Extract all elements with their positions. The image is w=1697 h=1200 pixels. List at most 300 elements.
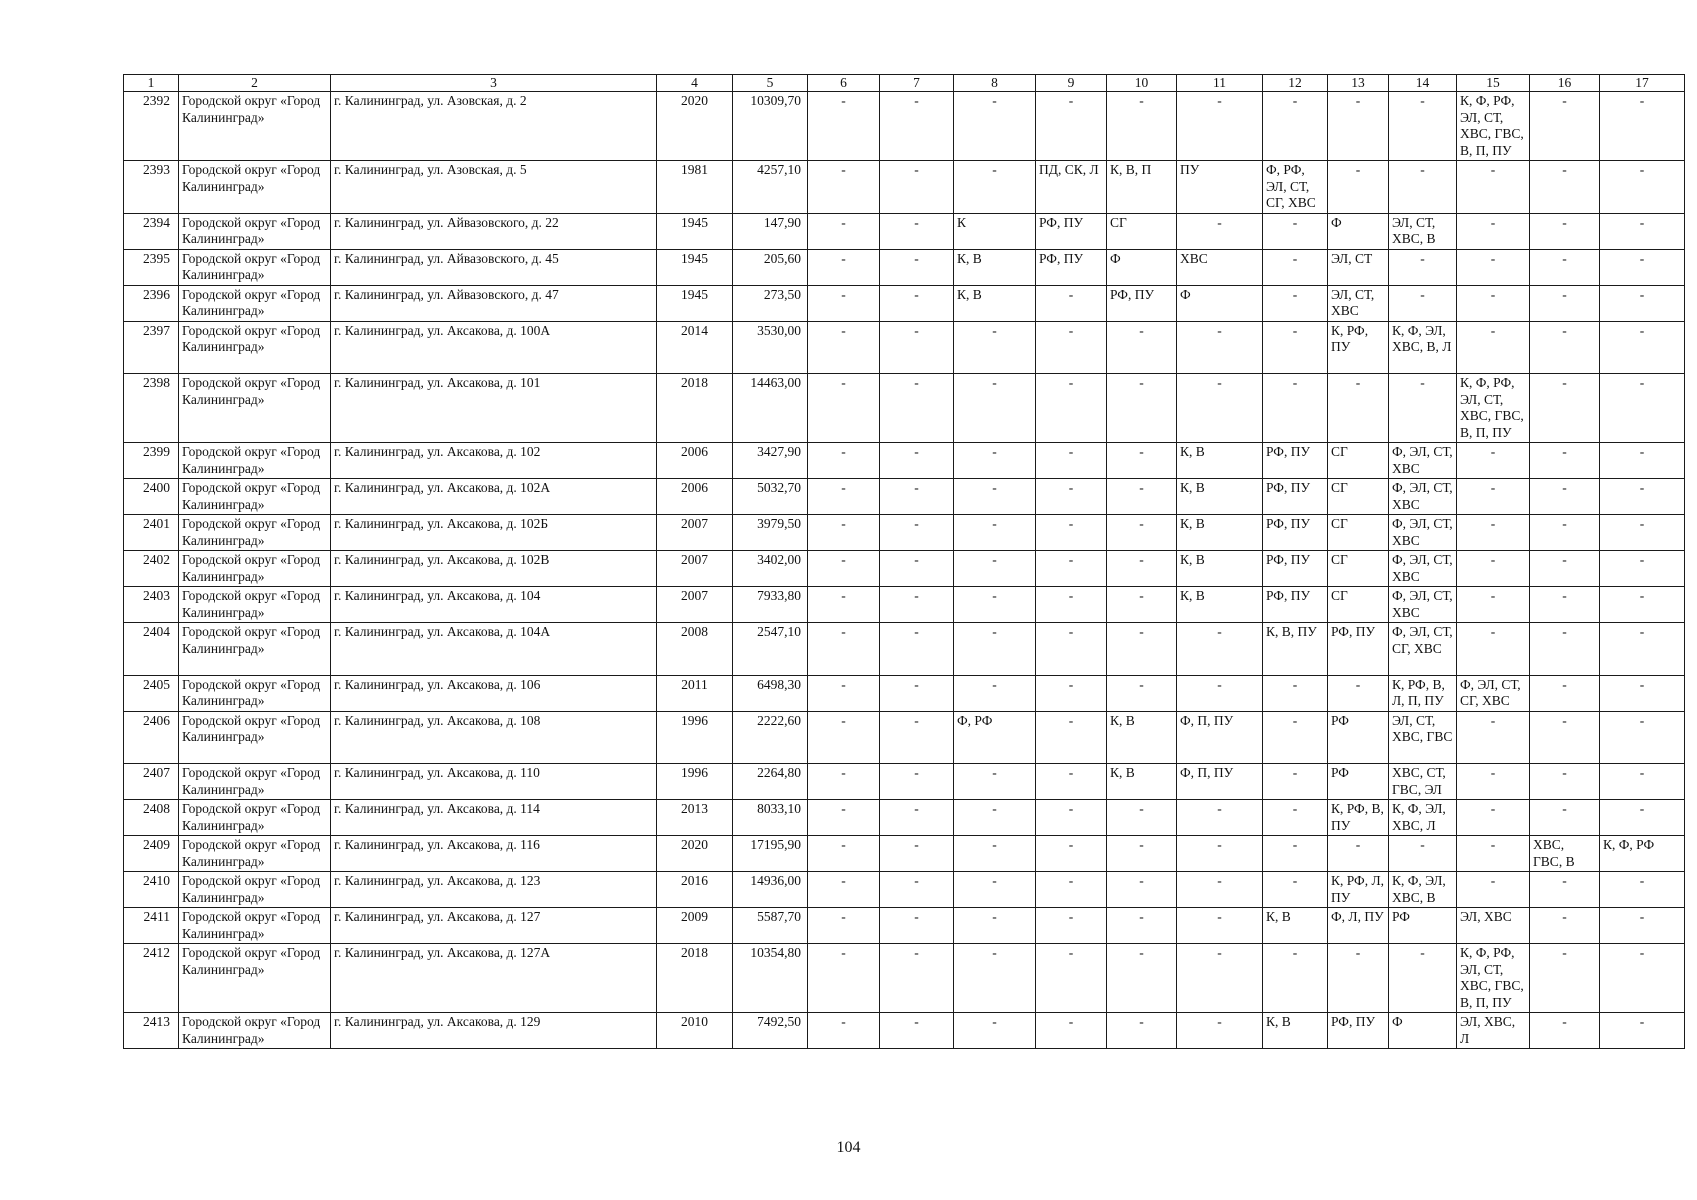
- cell-col-11: -: [1177, 675, 1263, 711]
- cell-col-10: -: [1107, 515, 1177, 551]
- cell-col-14: -: [1389, 249, 1457, 285]
- column-number-6: 6: [808, 75, 880, 92]
- column-number-16: 16: [1530, 75, 1600, 92]
- cell-col-17: -: [1600, 764, 1685, 800]
- cell-col-13: РФ: [1328, 764, 1389, 800]
- cell-col-12: -: [1263, 675, 1328, 711]
- cell-col-9: -: [1036, 321, 1107, 374]
- cell-col-3: г. Калининград, ул. Аксакова, д. 102В: [331, 551, 657, 587]
- cell-col-7: -: [880, 587, 954, 623]
- cell-col-11: ХВС: [1177, 249, 1263, 285]
- table-row: [124, 711, 1685, 764]
- cell-col-11: -: [1177, 321, 1263, 374]
- cell-col-12: -: [1263, 711, 1328, 764]
- cell-col-15: -: [1457, 587, 1530, 623]
- cell-col-8: К, В: [954, 249, 1036, 285]
- cell-col-14: РФ: [1389, 908, 1457, 944]
- cell-col-13: РФ: [1328, 711, 1389, 764]
- column-number-10: 10: [1107, 75, 1177, 92]
- cell-col-15: -: [1457, 161, 1530, 214]
- cell-col-11: -: [1177, 623, 1263, 676]
- cell-col-1: 2404: [124, 623, 179, 676]
- cell-col-11: К, В: [1177, 443, 1263, 479]
- cell-col-6: -: [808, 764, 880, 800]
- cell-col-3: г. Калининград, ул. Аксакова, д. 106: [331, 675, 657, 711]
- cell-col-14: Ф, ЭЛ, СТ, ХВС: [1389, 479, 1457, 515]
- cell-col-3: г. Калининград, ул. Аксакова, д. 127А: [331, 944, 657, 1013]
- cell-col-2: Городской округ «Город Калининград»: [179, 374, 331, 443]
- cell-col-1: 2412: [124, 944, 179, 1013]
- cell-col-16: -: [1530, 711, 1600, 764]
- cell-col-3: г. Калининград, ул. Азовская, д. 2: [331, 92, 657, 161]
- cell-col-11: -: [1177, 836, 1263, 872]
- cell-col-1: 2408: [124, 800, 179, 836]
- cell-col-11: -: [1177, 944, 1263, 1013]
- cell-col-4: 2011: [657, 675, 733, 711]
- cell-col-9: -: [1036, 944, 1107, 1013]
- cell-col-4: 1945: [657, 249, 733, 285]
- cell-col-17: -: [1600, 285, 1685, 321]
- cell-col-13: Ф: [1328, 213, 1389, 249]
- cell-col-14: -: [1389, 944, 1457, 1013]
- cell-col-14: ХВС, СТ, ГВС, ЭЛ: [1389, 764, 1457, 800]
- cell-col-15: ЭЛ, ХВС, Л: [1457, 1013, 1530, 1049]
- cell-col-14: К, Ф, ЭЛ, ХВС, В, Л: [1389, 321, 1457, 374]
- cell-col-7: -: [880, 711, 954, 764]
- cell-col-8: -: [954, 479, 1036, 515]
- cell-col-5: 2547,10: [733, 623, 808, 676]
- cell-col-2: Городской округ «Город Калининград»: [179, 479, 331, 515]
- cell-col-14: Ф, ЭЛ, СТ, ХВС: [1389, 443, 1457, 479]
- cell-col-11: К, В: [1177, 587, 1263, 623]
- cell-col-9: -: [1036, 764, 1107, 800]
- cell-col-8: -: [954, 675, 1036, 711]
- cell-col-6: -: [808, 92, 880, 161]
- cell-col-1: 2395: [124, 249, 179, 285]
- cell-col-5: 14463,00: [733, 374, 808, 443]
- cell-col-13: -: [1328, 944, 1389, 1013]
- cell-col-12: -: [1263, 944, 1328, 1013]
- cell-col-10: -: [1107, 587, 1177, 623]
- cell-col-7: -: [880, 800, 954, 836]
- cell-col-6: -: [808, 443, 880, 479]
- cell-col-3: г. Калининград, ул. Аксакова, д. 102А: [331, 479, 657, 515]
- cell-col-14: К, РФ, В, Л, П, ПУ: [1389, 675, 1457, 711]
- cell-col-3: г. Калининград, ул. Айвазовского, д. 47: [331, 285, 657, 321]
- cell-col-4: 2007: [657, 587, 733, 623]
- cell-col-14: -: [1389, 836, 1457, 872]
- cell-col-15: К, Ф, РФ, ЭЛ, СТ, ХВС, ГВС, В, П, ПУ: [1457, 944, 1530, 1013]
- cell-col-13: СГ: [1328, 551, 1389, 587]
- cell-col-16: -: [1530, 161, 1600, 214]
- cell-col-6: -: [808, 213, 880, 249]
- cell-col-8: -: [954, 321, 1036, 374]
- cell-col-10: -: [1107, 479, 1177, 515]
- cell-col-2: Городской округ «Город Калининград»: [179, 872, 331, 908]
- cell-col-12: РФ, ПУ: [1263, 551, 1328, 587]
- cell-col-12: -: [1263, 321, 1328, 374]
- cell-col-5: 10354,80: [733, 944, 808, 1013]
- cell-col-15: К, Ф, РФ, ЭЛ, СТ, ХВС, ГВС, В, П, ПУ: [1457, 92, 1530, 161]
- table-row: [124, 908, 1685, 944]
- cell-col-2: Городской округ «Город Калининград»: [179, 285, 331, 321]
- column-number-3: 3: [331, 75, 657, 92]
- cell-col-17: -: [1600, 161, 1685, 214]
- cell-col-9: -: [1036, 872, 1107, 908]
- cell-col-16: -: [1530, 944, 1600, 1013]
- cell-col-11: -: [1177, 213, 1263, 249]
- cell-col-4: 2009: [657, 908, 733, 944]
- cell-col-16: ХВС, ГВС, В: [1530, 836, 1600, 872]
- cell-col-14: -: [1389, 285, 1457, 321]
- cell-col-10: К, В: [1107, 764, 1177, 800]
- cell-col-9: -: [1036, 1013, 1107, 1049]
- cell-col-3: г. Калининград, ул. Аксакова, д. 123: [331, 872, 657, 908]
- cell-col-5: 6498,30: [733, 675, 808, 711]
- cell-col-16: -: [1530, 443, 1600, 479]
- cell-col-4: 2018: [657, 944, 733, 1013]
- cell-col-7: -: [880, 1013, 954, 1049]
- table-body: [124, 75, 1685, 1049]
- cell-col-7: -: [880, 908, 954, 944]
- cell-col-1: 2394: [124, 213, 179, 249]
- cell-col-7: -: [880, 249, 954, 285]
- cell-col-1: 2407: [124, 764, 179, 800]
- cell-col-5: 2222,60: [733, 711, 808, 764]
- cell-col-15: -: [1457, 213, 1530, 249]
- cell-col-11: Ф: [1177, 285, 1263, 321]
- cell-col-13: -: [1328, 92, 1389, 161]
- column-number-13: 13: [1328, 75, 1389, 92]
- cell-col-1: 2413: [124, 1013, 179, 1049]
- cell-col-8: -: [954, 551, 1036, 587]
- cell-col-16: -: [1530, 764, 1600, 800]
- column-number-11: 11: [1177, 75, 1263, 92]
- cell-col-2: Городской округ «Город Калининград»: [179, 551, 331, 587]
- cell-col-2: Городской округ «Город Калининград»: [179, 321, 331, 374]
- cell-col-15: Ф, ЭЛ, СТ, СГ, ХВС: [1457, 675, 1530, 711]
- cell-col-11: -: [1177, 872, 1263, 908]
- cell-col-17: -: [1600, 92, 1685, 161]
- cell-col-2: Городской округ «Город Калининград»: [179, 1013, 331, 1049]
- cell-col-12: РФ, ПУ: [1263, 443, 1328, 479]
- cell-col-6: -: [808, 908, 880, 944]
- cell-col-1: 2397: [124, 321, 179, 374]
- cell-col-3: г. Калининград, ул. Аксакова, д. 102Б: [331, 515, 657, 551]
- cell-col-1: 2405: [124, 675, 179, 711]
- cell-col-5: 4257,10: [733, 161, 808, 214]
- cell-col-15: -: [1457, 872, 1530, 908]
- cell-col-8: -: [954, 1013, 1036, 1049]
- cell-col-2: Городской округ «Город Калининград»: [179, 944, 331, 1013]
- cell-col-15: -: [1457, 800, 1530, 836]
- cell-col-4: 2008: [657, 623, 733, 676]
- cell-col-15: -: [1457, 443, 1530, 479]
- cell-col-1: 2403: [124, 587, 179, 623]
- cell-col-5: 273,50: [733, 285, 808, 321]
- cell-col-2: Городской округ «Город Калининград»: [179, 92, 331, 161]
- column-number-5: 5: [733, 75, 808, 92]
- cell-col-12: -: [1263, 836, 1328, 872]
- cell-col-9: -: [1036, 515, 1107, 551]
- cell-col-13: Ф, Л, ПУ: [1328, 908, 1389, 944]
- cell-col-3: г. Калининград, ул. Аксакова, д. 108: [331, 711, 657, 764]
- cell-col-1: 2400: [124, 479, 179, 515]
- cell-col-13: РФ, ПУ: [1328, 623, 1389, 676]
- cell-col-9: -: [1036, 675, 1107, 711]
- cell-col-2: Городской округ «Город Калининград»: [179, 908, 331, 944]
- cell-col-10: К, В: [1107, 711, 1177, 764]
- cell-col-15: -: [1457, 764, 1530, 800]
- cell-col-10: -: [1107, 92, 1177, 161]
- cell-col-11: ПУ: [1177, 161, 1263, 214]
- table-row: [124, 623, 1685, 676]
- table-row: [124, 675, 1685, 711]
- table-row: [124, 321, 1685, 374]
- cell-col-5: 7933,80: [733, 587, 808, 623]
- cell-col-14: Ф, ЭЛ, СТ, СГ, ХВС: [1389, 623, 1457, 676]
- cell-col-1: 2406: [124, 711, 179, 764]
- cell-col-9: -: [1036, 443, 1107, 479]
- cell-col-4: 2014: [657, 321, 733, 374]
- cell-col-15: -: [1457, 836, 1530, 872]
- cell-col-6: -: [808, 161, 880, 214]
- cell-col-13: СГ: [1328, 479, 1389, 515]
- cell-col-9: -: [1036, 374, 1107, 443]
- cell-col-14: Ф, ЭЛ, СТ, ХВС: [1389, 587, 1457, 623]
- cell-col-17: -: [1600, 711, 1685, 764]
- cell-col-7: -: [880, 479, 954, 515]
- cell-col-14: Ф: [1389, 1013, 1457, 1049]
- cell-col-12: К, В, ПУ: [1263, 623, 1328, 676]
- cell-col-13: -: [1328, 675, 1389, 711]
- cell-col-6: -: [808, 872, 880, 908]
- cell-col-15: -: [1457, 285, 1530, 321]
- cell-col-9: -: [1036, 836, 1107, 872]
- cell-col-6: -: [808, 249, 880, 285]
- table-row: [124, 443, 1685, 479]
- cell-col-4: 1996: [657, 764, 733, 800]
- cell-col-12: -: [1263, 800, 1328, 836]
- cell-col-2: Городской округ «Город Калининград»: [179, 161, 331, 214]
- cell-col-6: -: [808, 285, 880, 321]
- cell-col-15: ЭЛ, ХВС: [1457, 908, 1530, 944]
- cell-col-5: 7492,50: [733, 1013, 808, 1049]
- cell-col-13: СГ: [1328, 443, 1389, 479]
- table-row: [124, 944, 1685, 1013]
- cell-col-8: -: [954, 515, 1036, 551]
- table-row: [124, 92, 1685, 161]
- cell-col-8: -: [954, 587, 1036, 623]
- cell-col-11: К, В: [1177, 515, 1263, 551]
- cell-col-14: -: [1389, 374, 1457, 443]
- column-number-7: 7: [880, 75, 954, 92]
- cell-col-14: ЭЛ, СТ, ХВС, ГВС: [1389, 711, 1457, 764]
- table-row: [124, 1013, 1685, 1049]
- cell-col-16: -: [1530, 908, 1600, 944]
- cell-col-4: 2006: [657, 479, 733, 515]
- cell-col-13: К, РФ, Л, ПУ: [1328, 872, 1389, 908]
- cell-col-17: К, Ф, РФ: [1600, 836, 1685, 872]
- cell-col-12: -: [1263, 249, 1328, 285]
- table-row: [124, 551, 1685, 587]
- table-row: [124, 836, 1685, 872]
- cell-col-2: Городской округ «Город Калининград»: [179, 675, 331, 711]
- cell-col-14: Ф, ЭЛ, СТ, ХВС: [1389, 515, 1457, 551]
- cell-col-9: -: [1036, 285, 1107, 321]
- cell-col-10: -: [1107, 836, 1177, 872]
- cell-col-6: -: [808, 623, 880, 676]
- cell-col-2: Городской округ «Город Калининград»: [179, 213, 331, 249]
- cell-col-4: 2007: [657, 551, 733, 587]
- cell-col-12: РФ, ПУ: [1263, 587, 1328, 623]
- cell-col-8: К: [954, 213, 1036, 249]
- cell-col-15: -: [1457, 249, 1530, 285]
- cell-col-7: -: [880, 551, 954, 587]
- cell-col-13: -: [1328, 161, 1389, 214]
- cell-col-2: Городской округ «Город Калининград»: [179, 623, 331, 676]
- cell-col-5: 14936,00: [733, 872, 808, 908]
- cell-col-12: Ф, РФ, ЭЛ, СТ, СГ, ХВС: [1263, 161, 1328, 214]
- cell-col-3: г. Калининград, ул. Аксакова, д. 129: [331, 1013, 657, 1049]
- cell-col-12: -: [1263, 764, 1328, 800]
- cell-col-10: -: [1107, 675, 1177, 711]
- cell-col-6: -: [808, 800, 880, 836]
- column-number-9: 9: [1036, 75, 1107, 92]
- cell-col-4: 2013: [657, 800, 733, 836]
- cell-col-1: 2411: [124, 908, 179, 944]
- cell-col-16: -: [1530, 213, 1600, 249]
- cell-col-13: СГ: [1328, 515, 1389, 551]
- cell-col-4: 2010: [657, 1013, 733, 1049]
- cell-col-9: РФ, ПУ: [1036, 213, 1107, 249]
- cell-col-13: -: [1328, 836, 1389, 872]
- cell-col-6: -: [808, 515, 880, 551]
- cell-col-15: -: [1457, 515, 1530, 551]
- cell-col-17: -: [1600, 944, 1685, 1013]
- cell-col-9: -: [1036, 92, 1107, 161]
- cell-col-15: -: [1457, 479, 1530, 515]
- cell-col-5: 10309,70: [733, 92, 808, 161]
- cell-col-12: -: [1263, 213, 1328, 249]
- cell-col-11: -: [1177, 92, 1263, 161]
- cell-col-7: -: [880, 374, 954, 443]
- cell-col-7: -: [880, 675, 954, 711]
- cell-col-9: ПД, СК, Л: [1036, 161, 1107, 214]
- cell-col-3: г. Калининград, ул. Айвазовского, д. 22: [331, 213, 657, 249]
- cell-col-7: -: [880, 285, 954, 321]
- cell-col-12: К, В: [1263, 1013, 1328, 1049]
- page-number: 104: [836, 1139, 861, 1156]
- cell-col-9: -: [1036, 551, 1107, 587]
- cell-col-4: 2006: [657, 443, 733, 479]
- cell-col-10: -: [1107, 800, 1177, 836]
- cell-col-8: -: [954, 443, 1036, 479]
- cell-col-15: К, Ф, РФ, ЭЛ, СТ, ХВС, ГВС, В, П, ПУ: [1457, 374, 1530, 443]
- cell-col-16: -: [1530, 321, 1600, 374]
- cell-col-10: К, В, П: [1107, 161, 1177, 214]
- cell-col-1: 2409: [124, 836, 179, 872]
- cell-col-2: Городской округ «Город Калининград»: [179, 443, 331, 479]
- cell-col-12: -: [1263, 374, 1328, 443]
- cell-col-7: -: [880, 623, 954, 676]
- cell-col-14: Ф, ЭЛ, СТ, ХВС: [1389, 551, 1457, 587]
- cell-col-5: 3427,90: [733, 443, 808, 479]
- cell-col-5: 3530,00: [733, 321, 808, 374]
- cell-col-17: -: [1600, 321, 1685, 374]
- cell-col-3: г. Калининград, ул. Аксакова, д. 114: [331, 800, 657, 836]
- cell-col-2: Городской округ «Город Калининград»: [179, 587, 331, 623]
- cell-col-15: -: [1457, 623, 1530, 676]
- cell-col-16: -: [1530, 479, 1600, 515]
- cell-col-7: -: [880, 443, 954, 479]
- cell-col-9: -: [1036, 711, 1107, 764]
- cell-col-5: 147,90: [733, 213, 808, 249]
- cell-col-13: СГ: [1328, 587, 1389, 623]
- cell-col-5: 17195,90: [733, 836, 808, 872]
- cell-col-17: -: [1600, 515, 1685, 551]
- cell-col-7: -: [880, 321, 954, 374]
- cell-col-17: -: [1600, 443, 1685, 479]
- cell-col-14: К, Ф, ЭЛ, ХВС, Л: [1389, 800, 1457, 836]
- cell-col-9: -: [1036, 479, 1107, 515]
- cell-col-3: г. Калининград, ул. Айвазовского, д. 45: [331, 249, 657, 285]
- column-number-8: 8: [954, 75, 1036, 92]
- cell-col-8: -: [954, 908, 1036, 944]
- cell-col-5: 205,60: [733, 249, 808, 285]
- cell-col-6: -: [808, 944, 880, 1013]
- table-row: [124, 213, 1685, 249]
- cell-col-6: -: [808, 1013, 880, 1049]
- cell-col-6: -: [808, 374, 880, 443]
- cell-col-11: -: [1177, 374, 1263, 443]
- cell-col-15: -: [1457, 711, 1530, 764]
- column-number-15: 15: [1457, 75, 1530, 92]
- cell-col-11: -: [1177, 1013, 1263, 1049]
- cell-col-10: -: [1107, 374, 1177, 443]
- housing-register-table: [123, 74, 1685, 1049]
- cell-col-17: -: [1600, 675, 1685, 711]
- cell-col-5: 3979,50: [733, 515, 808, 551]
- cell-col-5: 2264,80: [733, 764, 808, 800]
- cell-col-2: Городской округ «Город Калининград»: [179, 764, 331, 800]
- cell-col-11: -: [1177, 800, 1263, 836]
- cell-col-16: -: [1530, 249, 1600, 285]
- cell-col-8: -: [954, 161, 1036, 214]
- cell-col-13: РФ, ПУ: [1328, 1013, 1389, 1049]
- cell-col-3: г. Калининград, ул. Аксакова, д. 102: [331, 443, 657, 479]
- cell-col-16: -: [1530, 623, 1600, 676]
- cell-col-17: -: [1600, 800, 1685, 836]
- cell-col-4: 2007: [657, 515, 733, 551]
- table-row: [124, 161, 1685, 214]
- cell-col-9: -: [1036, 908, 1107, 944]
- column-number-12: 12: [1263, 75, 1328, 92]
- cell-col-8: -: [954, 623, 1036, 676]
- cell-col-1: 2399: [124, 443, 179, 479]
- cell-col-16: -: [1530, 374, 1600, 443]
- cell-col-13: ЭЛ, СТ: [1328, 249, 1389, 285]
- cell-col-4: 2018: [657, 374, 733, 443]
- cell-col-3: г. Калининград, ул. Аксакова, д. 100А: [331, 321, 657, 374]
- cell-col-17: -: [1600, 908, 1685, 944]
- table-row: [124, 374, 1685, 443]
- cell-col-16: -: [1530, 1013, 1600, 1049]
- cell-col-2: Городской округ «Город Калининград»: [179, 711, 331, 764]
- column-number-14: 14: [1389, 75, 1457, 92]
- cell-col-2: Городской округ «Город Калининград»: [179, 836, 331, 872]
- cell-col-10: -: [1107, 321, 1177, 374]
